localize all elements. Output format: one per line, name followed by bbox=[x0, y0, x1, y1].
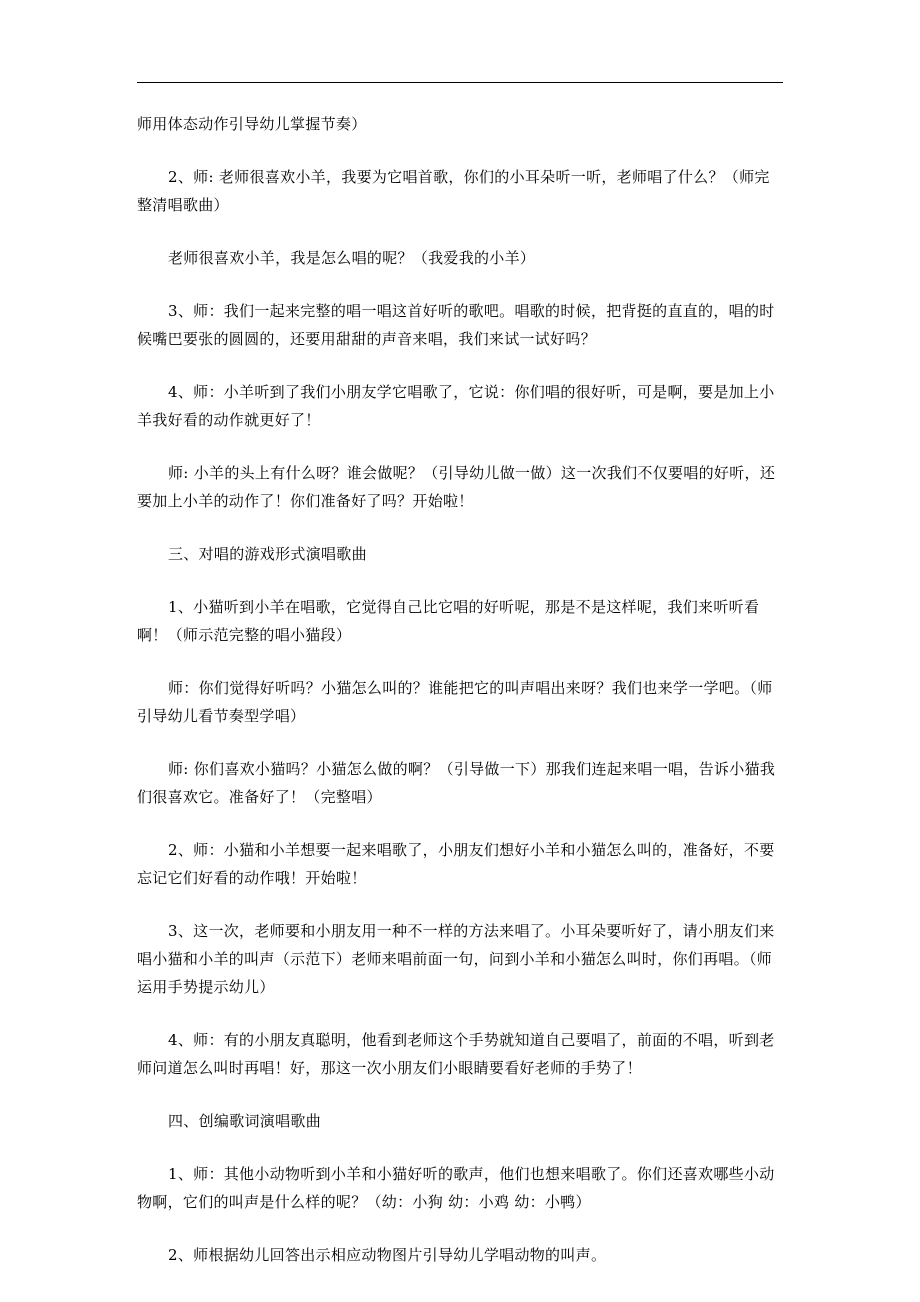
paragraph-4: 3、师：我们一起来完整的唱一唱这首好听的歌吧。唱歌的时候，把背挺的直直的，唱的时候嘴巴要张的圆圆的，还要用甜甜的声音来唱，我们来试一试好吗？ bbox=[137, 302, 775, 348]
section-heading-4: 四、创编歌词演唱歌曲 bbox=[168, 1112, 322, 1130]
paragraph-15: 1、师：其他小动物听到小羊和小猫好听的歌声，他们也想来唱歌了。你们还喜欢哪些小动物啊，它们的叫声是什么样的呢？（幼：小狗 幼：小鸡 幼：小鸭） bbox=[137, 1165, 775, 1211]
paragraph-1: 师用体态动作引导幼儿掌握节奏） bbox=[137, 115, 367, 133]
paragraph-8: 1、小猫听到小羊在唱歌，它觉得自己比它唱的好听呢，那是不是这样呢，我们来听听看啊！（师示范完整的唱小猫段） bbox=[137, 598, 760, 644]
paragraph-13: 4、师：有的小朋友真聪明，他看到老师这个手势就知道自己要唱了，前面的不唱，听到老师问道怎么叫时再唱！好，那这一次小朋友们小眼睛要看好老师的手势了！ bbox=[137, 1031, 775, 1077]
header-rule bbox=[137, 82, 783, 83]
paragraph-11: 2、师：小猫和小羊想要一起来唱歌了，小朋友们想好小羊和小猫怎么叫的，准备好，不要忘记它们好看的动作哦！开始啦！ bbox=[137, 841, 775, 887]
paragraph-2: 2、师: 老师很喜欢小羊，我要为它唱首歌，你们的小耳朵听一听，老师唱了什么？（师完整清唱歌曲） bbox=[137, 168, 770, 214]
paragraph-3: 老师很喜欢小羊，我是怎么唱的呢？（我爱我的小羊） bbox=[168, 249, 536, 267]
document-body bbox=[137, 110, 783, 1294]
paragraph-5: 4、师：小羊听到了我们小朋友学它唱歌了，它说：你们唱的很好听，可是啊，要是加上小羊我好看的动作就更好了！ bbox=[137, 383, 775, 429]
paragraph-6: 师: 小羊的头上有什么呀？谁会做呢？（引导幼儿做一做）这一次我们不仅要唱的好听，还要加上小羊的动作了！你们准备好了吗？开始啦！ bbox=[137, 464, 776, 510]
paragraph-10: 师: 你们喜欢小猫吗？小猫怎么做的啊？（引导做一下）那我们连起来唱一唱，告诉小猫我们很喜欢它。准备好了！（完整唱） bbox=[137, 760, 776, 806]
paragraph-16: 2、师根据幼儿回答出示相应动物图片引导幼儿学唱动物的叫声。 bbox=[168, 1246, 607, 1264]
section-heading-3: 三、对唱的游戏形式演唱歌曲 bbox=[168, 545, 367, 563]
paragraph-9: 师：你们觉得好听吗？小猫怎么叫的？谁能把它的叫声唱出来呀？我们也来学一学吧。（师引导幼儿看节奏型学唱） bbox=[137, 679, 773, 725]
paragraph-12: 3、这一次，老师要和小朋友用一种不一样的方法来唱了。小耳朵要听好了，请小朋友们来唱小猫和小羊的叫声（示范下）老师来唱前面一句，问到小羊和小猫怎么叫时，你们再唱。（师运用手势提示幼儿） bbox=[137, 922, 775, 996]
